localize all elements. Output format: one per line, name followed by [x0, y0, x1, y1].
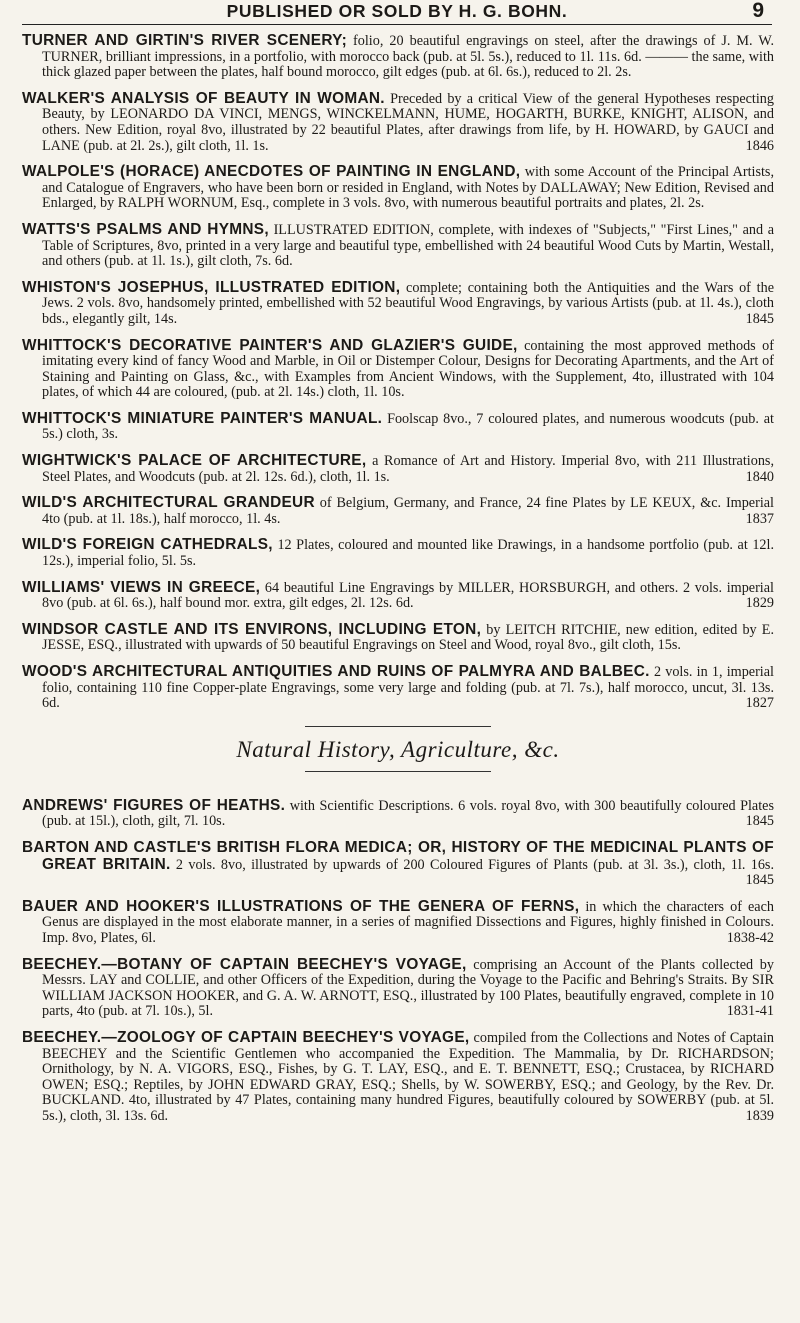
entry-title: WIGHTWICK'S PALACE OF ARCHITECTURE,: [22, 452, 367, 470]
page-number: 9: [752, 0, 764, 22]
section-divider-bottom: [305, 771, 491, 772]
entry-description: in which the characters of each Genus are displayed in the most elaborate manner, in a series of magnified Dissections and Figures, highly finished in Colours. Imp. 8vo, Plates, 6l.: [42, 898, 774, 946]
entry-year: 1845: [745, 310, 774, 327]
entry-title: BARTON AND CASTLE'S BRITISH FLORA MEDICA; OR, HISTORY OF THE MEDICINAL PLANTS OF GREAT BRITAIN.: [22, 838, 774, 873]
running-title: PUBLISHED OR SOLD BY H. G. BOHN.: [226, 1, 568, 21]
entry-description: Foolscap 8vo., 7 coloured plates, and numerous woodcuts (pub. at 5s.) cloth, 3s.: [42, 410, 774, 443]
catalogue-entry: [22, 622, 774, 654]
entry-title: WALPOLE'S (HORACE) ANECDOTES OF PAINTING IN ENGLAND,: [22, 163, 521, 181]
catalogue-entry: [22, 222, 774, 270]
catalogue-entry: [22, 280, 774, 328]
entry-title: WATTS'S PSALMS AND HYMNS,: [22, 220, 269, 238]
entry-year: 1840: [745, 468, 774, 485]
entry-title: TURNER AND GIRTIN'S RIVER SCENERY;: [22, 32, 348, 49]
entry-title: WHISTON'S JOSEPHUS, ILLUSTRATED EDITION,: [22, 278, 401, 296]
entry-description: complete; containing both the Antiquities and the Wars of the Jews. 2 vols. 8vo, handsomely printed, embellished with 52 beautiful Wood Engravings, by various Artists (pub. at 1l. 4s.), cloth bds., elegantly gilt, 14s.: [42, 279, 774, 327]
entry-year: 1838-42: [726, 929, 774, 946]
catalogue-entry: [22, 1030, 774, 1125]
entry-description: of Belgium, Germany, and France, 24 fine Plates by LE KEUX, &c. Imperial 4to (pub. at 1l. 18s.), half morocco, 1l. 4s.: [42, 495, 774, 527]
entry-title: WILLIAMS' VIEWS IN GREECE,: [22, 578, 261, 596]
entry-description: compiled from the Collections and Notes of Captain BEECHEY and the Scientific Gentlemen who accompanied the Expedition. The Mammalia, by Dr. RICHARDSON; Ornithology, by N. A. VIGORS, ESQ., Fishes, by G. T. LAY, ESQ., and E. T. BENNETT, ESQ.; Crustacea, by RICHARD OWEN; ESQ.; Reptiles, by JOHN EDWARD GRAY, ESQ.; Shells, by W. SOWERBY, ESQ.; and Geology, by the Rev. Dr. BUCKLAND. 4to, illustrated by 47 Plates, containing many hundred Figures, beautifully coloured by SOWERBY (pub. at 5l. 5s.), cloth, 3l. 13s. 6d.: [42, 1029, 774, 1124]
entry-title: WHITTOCK'S MINIATURE PAINTER'S MANUAL.: [22, 409, 383, 427]
catalogue-entry: [22, 91, 774, 154]
entry-description: a Romance of Art and History. Imperial 8vo, with 211 Illustrations, Steel Plates, and Woodcuts (pub. at 2l. 12s. 6d.), cloth, 1l. 1s.: [42, 453, 774, 485]
entry-title: WHITTOCK'S DECORATIVE PAINTER'S AND GLAZIER'S GUIDE,: [22, 336, 518, 354]
page-header: [22, 0, 772, 25]
catalogue-entry: [22, 164, 774, 212]
entry-description: Preceded by a critical View of the general Hypotheses respecting Beauty, by LEONARDO DA VINCI, MENGS, WINCKELMANN, HUME, HOGARTH, BURKE, KNIGHT, ALISON, and others. New Edition, royal 8vo, illustrated by 22 beautiful Plates, after drawings from life, by H. HOWARD, by GAUCI and LANE (pub. at 2l. 2s.), gilt cloth, 1l. 1s.: [42, 90, 774, 154]
catalogue-entry: [22, 338, 774, 401]
entry-description: with some Account of the Principal Artists, and Catalogue of Engravers, who have been born or resided in England, with Notes by DALLAWAY; New Edition, Revised and Enlarged, by RALPH WORNUM, Esq., complete in 3 vols. 8vo, with numerous beautiful portraits and plates, 2l. 2s.: [42, 164, 774, 212]
entry-year: 1839: [745, 1107, 774, 1124]
entry-description: ILLUSTRATED EDITION, complete, with indexes of "Subjects," "First Lines," and a Table of Scriptures, 8vo, printed in a very large and beautiful type, embellished with 24 beautiful Wood Cuts by Martin, Westall, and others (pub. at 1l. 1s.), gilt cloth, 7s. 6d.: [42, 221, 774, 270]
entry-year: 1845: [745, 872, 774, 889]
catalogue-entry: [22, 899, 774, 947]
catalogue-entry: [22, 495, 774, 527]
entry-title: WILD'S ARCHITECTURAL GRANDEUR: [22, 494, 315, 512]
entry-description: containing the most approved methods of imitating every kind of fancy Wood and Marble, in Oil or Distemper Colour, Designs for Decorating Apartments, and the Art of Staining and Painting on Glass, &c., with Examples from Ancient Windows, with the Supplement, 4to, illustrated with 104 plates, of which 44 are coloured, (pub. at 2l. 14s.) cloth, 1l. 10s.: [42, 337, 774, 401]
entry-year: 1845: [745, 813, 774, 830]
section-divider-top: [305, 726, 491, 727]
entry-description: 2 vols. 8vo, illustrated by upwards of 200 Coloured Figures of Plants (pub. at 3l. 3s.), cloth, 1l. 16s.: [170, 856, 775, 873]
catalogue-entry: [22, 537, 774, 569]
entry-title: WINDSOR CASTLE AND ITS ENVIRONS, INCLUDING ETON,: [22, 620, 482, 638]
entry-year: 1846: [745, 137, 774, 154]
catalogue-entry: [22, 580, 774, 612]
entries-fine-arts: [22, 33, 774, 712]
catalogue-entry: [22, 453, 774, 485]
catalogue-entry: [22, 664, 774, 712]
entry-title: WILD'S FOREIGN CATHEDRALS,: [22, 536, 273, 554]
catalogue-entry: [22, 33, 774, 81]
entries-natural-history: [22, 798, 774, 1125]
catalogue-entry: [22, 798, 774, 830]
entry-year: 1829: [745, 595, 774, 612]
entry-year: 1827: [745, 695, 774, 712]
entry-description: by LEITCH RITCHIE, new edition, edited by E. JESSE, ESQ., illustrated with upwards of 50 beautiful Engravings on Steel and Wood, royal 8vo., gilt cloth, 15s.: [42, 621, 774, 654]
entry-title: WOOD'S ARCHITECTURAL ANTIQUITIES AND RUINS OF PALMYRA AND BALBEC.: [22, 663, 650, 680]
entry-title: BAUER AND HOOKER'S ILLUSTRATIONS OF THE GENERA OF FERNS,: [22, 897, 580, 915]
entry-title: ANDREWS' FIGURES OF HEATHS.: [22, 796, 286, 814]
entry-description: with Scientific Descriptions. 6 vols. royal 8vo, with 300 beautifully coloured Plates (pub. at 15l.), cloth, gilt, 7l. 10s.: [42, 797, 774, 830]
entry-description: 12 Plates, coloured and mounted like Drawings, in a handsome portfolio (pub. at 12l. 12s.), imperial folio, 5l. 5s.: [42, 537, 774, 570]
entry-year: 1831-41: [726, 1003, 774, 1020]
entry-description: comprising an Account of the Plants collected by Messrs. LAY and COLLIE, and other Officers of the Expedition, during the Voyage to the Pacific and Behring's Straits. By SIR WILLIAM JACKSON HOOKER, and G. A. W. ARNOTT, ESQ., illustrated by 100 Plates, beautifully engraved, complete in 10 parts, 4to (pub. at 7l. 10s.), 5l.: [42, 956, 774, 1020]
entry-description: 64 beautiful Line Engravings by MILLER, HORSBURGH, and others. 2 vols. imperial 8vo (pub. at 6l. 6s.), half bound mor. extra, gilt edges, 2l. 12s. 6d.: [42, 579, 774, 612]
section-heading: Natural History, Agriculture, &c.: [236, 736, 560, 762]
entry-description: 2 vols. in 1, imperial folio, containing 110 fine Copper-plate Engravings, some very large and folding (pub. at 7l. 7s.), half morocco, uncut, 3l. 13s. 6d.: [42, 664, 774, 712]
entry-title: WALKER'S ANALYSIS OF BEAUTY IN WOMAN.: [22, 89, 385, 107]
entry-description: folio, 20 beautiful engravings on steel, after the drawings of J. M. W. TURNER, brilliant impressions, in a portfolio, with morocco back (pub. at 5l. 5s.), reduced to 1l. 11s. 6d. ——— the same, with thick glazed paper between the plates, half bound morocco, gilt edges (pub. at 6l. 6s.), reduced to 2l. 2s.: [42, 33, 774, 81]
catalogue-entry: [22, 957, 774, 1020]
entry-title: BEECHEY.—BOTANY OF CAPTAIN BEECHEY'S VOYAGE,: [22, 955, 467, 973]
entry-title: BEECHEY.—ZOOLOGY OF CAPTAIN BEECHEY'S VOYAGE,: [22, 1028, 470, 1046]
catalogue-entry: [22, 411, 774, 443]
entry-year: 1837: [745, 510, 774, 527]
catalogue-entry: [22, 840, 774, 889]
